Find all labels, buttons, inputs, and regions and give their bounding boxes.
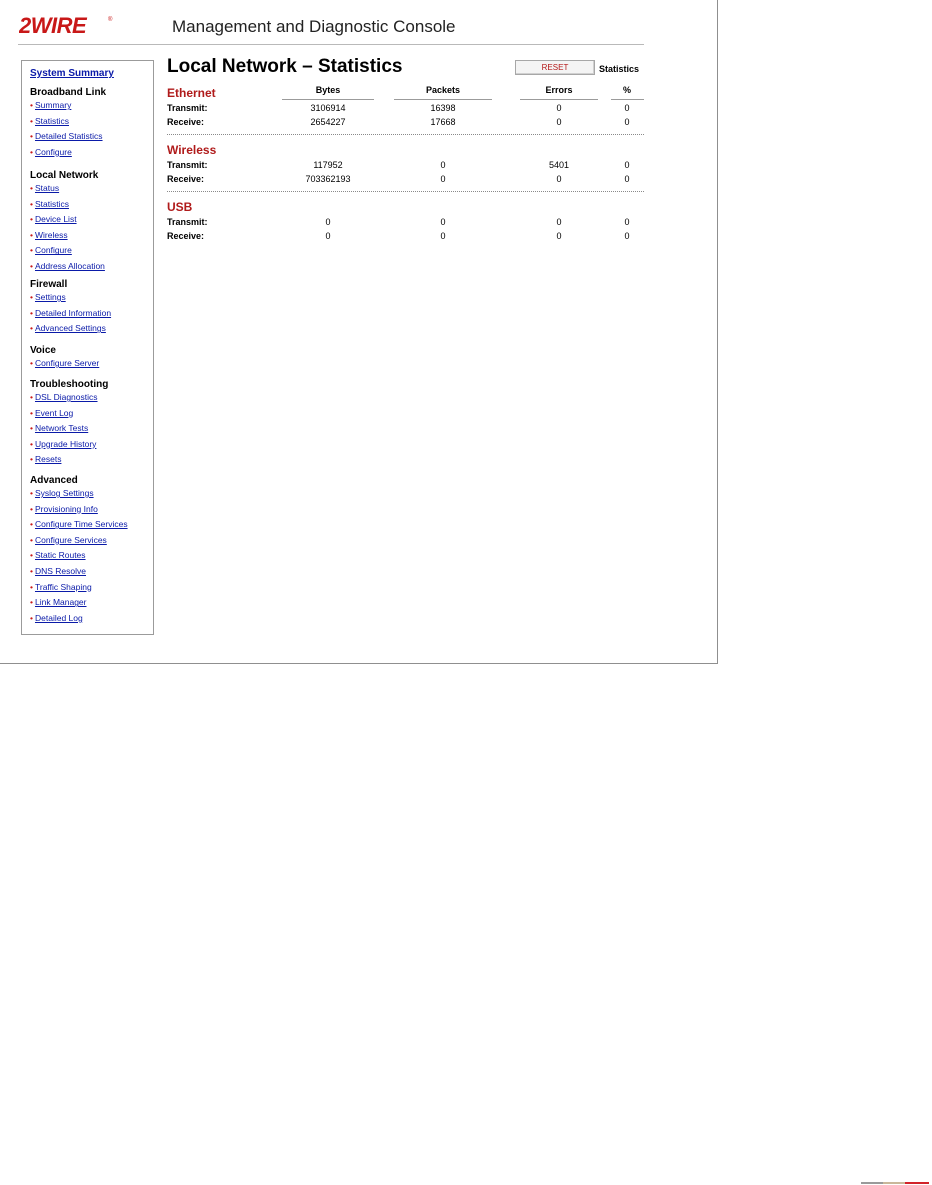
sidebar-item-label[interactable]: Settings: [34, 292, 66, 302]
sidebar-section-broadband-link: Broadband Link: [30, 87, 107, 98]
sidebar-item-broadband-link-statistics[interactable]: [30, 116, 69, 126]
sidebar-item-local-network-device-list[interactable]: [30, 214, 77, 224]
sidebar-item-label[interactable]: Static Routes: [34, 550, 86, 561]
stat-value: 0: [325, 217, 331, 227]
sidebar-item-firewall-detailed-information[interactable]: [30, 308, 111, 318]
bullet-icon: •: [30, 198, 33, 209]
stat-value: 0: [556, 117, 562, 127]
page-title: Local Network – Statistics: [167, 56, 403, 77]
system-summary-link[interactable]: System Summary: [30, 68, 114, 79]
sidebar-item-label[interactable]: Syslog Settings: [34, 488, 94, 498]
row-label-wireless-transmit: Transmit:: [167, 160, 208, 170]
sidebar-item-label[interactable]: DSL Diagnostics: [34, 392, 98, 402]
bullet-icon: •: [30, 423, 33, 434]
row-label-usb-receive: Receive:: [167, 231, 205, 241]
column-header-underline: [611, 99, 644, 100]
bullet-icon: •: [30, 292, 33, 302]
section-divider: [167, 134, 644, 135]
sidebar-section-troubleshooting: Troubleshooting: [30, 379, 109, 390]
bullet-icon: •: [30, 612, 33, 623]
bullet-icon: •: [30, 100, 33, 110]
reset-statistics-label: Statistics: [599, 64, 640, 74]
sidebar-item-label[interactable]: Address Allocation: [34, 261, 105, 271]
bullet-icon: •: [30, 407, 33, 418]
footer-mark-gray: [861, 1182, 883, 1184]
stat-value: 0: [325, 231, 331, 241]
sidebar-item-label[interactable]: Advanced Settings: [34, 323, 106, 334]
stat-value: 0: [624, 117, 630, 127]
stat-value: 0: [440, 217, 446, 227]
sidebar-item-advanced-provisioning-info[interactable]: [30, 504, 98, 514]
bullet-icon: •: [30, 131, 33, 142]
stat-value: 0: [440, 231, 446, 241]
sidebar-item-label[interactable]: Wireless: [34, 229, 68, 240]
sidebar-section-local-network: Local Network: [30, 170, 99, 181]
sidebar-item-advanced-link-manager[interactable]: [30, 597, 87, 607]
sidebar-item-label[interactable]: Provisioning Info: [34, 503, 98, 514]
bullet-icon: •: [30, 392, 33, 402]
stat-value: 0: [556, 231, 562, 241]
bullet-icon: •: [30, 183, 33, 193]
sidebar-item-label[interactable]: Statistics: [34, 115, 69, 126]
sidebar-item-label[interactable]: DNS Resolve: [34, 566, 87, 576]
bullet-icon: •: [30, 581, 33, 592]
stat-value: 0: [440, 174, 446, 184]
section-title-wireless: Wireless: [167, 143, 217, 157]
column-header-percent: %: [622, 85, 631, 95]
sidebar-item-label[interactable]: Status: [34, 183, 60, 193]
bullet-icon: •: [30, 550, 33, 561]
stat-value: 0: [624, 174, 630, 184]
bullet-icon: •: [30, 597, 33, 608]
sidebar-section-advanced: Advanced: [30, 475, 78, 486]
sidebar-item-advanced-configure-services[interactable]: [30, 535, 107, 545]
row-label-ethernet-receive: Receive:: [167, 117, 205, 127]
sidebar-item-broadband-link-summary[interactable]: [30, 100, 71, 110]
header-divider: [18, 44, 644, 45]
sidebar-item-advanced-static-routes[interactable]: [30, 550, 86, 560]
sidebar-item-label[interactable]: Detailed Log: [34, 612, 83, 623]
section-title-usb: USB: [167, 200, 193, 214]
bullet-icon: •: [30, 307, 33, 318]
stat-value: 5401: [548, 160, 570, 170]
bullet-icon: •: [30, 115, 33, 126]
section-divider: [167, 191, 644, 192]
sidebar-item-label[interactable]: Configure Services: [34, 534, 107, 545]
sidebar-item-voice-configure-server[interactable]: [30, 358, 99, 368]
bullet-icon: •: [30, 566, 33, 576]
sidebar-item-troubleshooting-event-log[interactable]: [30, 408, 73, 418]
bullet-icon: •: [30, 503, 33, 514]
stat-value: 0: [556, 217, 562, 227]
stat-value: 2654227: [310, 117, 346, 127]
sidebar-item-label[interactable]: Network Tests: [34, 423, 89, 434]
column-header-packets: Packets: [425, 85, 461, 95]
sidebar-item-troubleshooting-upgrade-history[interactable]: [30, 439, 96, 449]
sidebar-item-local-network-wireless[interactable]: [30, 230, 68, 240]
bullet-icon: •: [30, 229, 33, 240]
bullet-icon: •: [30, 534, 33, 545]
svg-text:2WIRE: 2WIRE: [19, 14, 87, 36]
sidebar-item-broadband-link-configure[interactable]: [30, 147, 72, 157]
2wire-logo: [19, 14, 115, 36]
sidebar-item-advanced-configure-time-services[interactable]: [30, 519, 128, 529]
sidebar-item-label[interactable]: Configure: [34, 245, 72, 256]
sidebar-item-troubleshooting-dsl-diagnostics[interactable]: [30, 392, 98, 402]
stat-value: 0: [624, 231, 630, 241]
sidebar-item-label[interactable]: Traffic Shaping: [34, 581, 92, 592]
svg-text:®: ®: [108, 17, 113, 23]
sidebar-item-firewall-advanced-settings[interactable]: [30, 323, 106, 333]
row-label-wireless-receive: Receive:: [167, 174, 205, 184]
row-label-ethernet-transmit: Transmit:: [167, 103, 208, 113]
bullet-icon: •: [30, 146, 33, 157]
bullet-icon: •: [30, 323, 33, 334]
column-header-underline: [520, 99, 598, 100]
bullet-icon: •: [30, 245, 33, 256]
bullet-icon: •: [30, 519, 33, 530]
sidebar-item-label[interactable]: Link Manager: [34, 597, 87, 608]
sidebar-item-label[interactable]: Detailed Information: [34, 307, 112, 318]
bullet-icon: •: [30, 261, 33, 271]
sidebar-item-local-network-configure[interactable]: [30, 245, 72, 255]
sidebar-item-label[interactable]: Summary: [34, 100, 72, 110]
stat-value: 0: [624, 103, 630, 113]
stat-value: 0: [556, 103, 562, 113]
sidebar-item-label[interactable]: Statistics: [34, 198, 69, 209]
sidebar-nav: [21, 60, 154, 635]
column-header-bytes: Bytes: [315, 85, 341, 95]
section-title-ethernet: Ethernet: [167, 86, 216, 100]
footer-mark-red: [905, 1182, 929, 1184]
column-header-underline: [394, 99, 492, 100]
sidebar-item-label[interactable]: Device List: [34, 214, 77, 225]
sidebar-item-local-network-statistics[interactable]: [30, 199, 69, 209]
stat-value: 703362193: [305, 174, 351, 184]
bullet-icon: •: [30, 488, 33, 498]
stat-value: 3106914: [310, 103, 346, 113]
sidebar-item-local-network-status[interactable]: [30, 183, 59, 193]
stat-value: 0: [624, 217, 630, 227]
bullet-icon: •: [30, 358, 33, 368]
reset-button[interactable]: RESET: [515, 60, 595, 75]
sidebar-item-broadband-link-detailed-statistics[interactable]: [30, 131, 103, 141]
column-header-underline: [282, 99, 374, 100]
sidebar-section-voice: Voice: [30, 345, 56, 356]
sidebar-item-label[interactable]: Configure Time Services: [34, 519, 128, 530]
console-title: Management and Diagnostic Console: [172, 17, 456, 36]
sidebar-item-label[interactable]: Configure Server: [34, 358, 100, 368]
row-label-usb-transmit: Transmit:: [167, 217, 208, 227]
sidebar-item-troubleshooting-network-tests[interactable]: [30, 423, 88, 433]
sidebar-item-troubleshooting-resets[interactable]: [30, 454, 61, 464]
sidebar-item-label[interactable]: Detailed Statistics: [34, 131, 103, 142]
stat-value: 0: [440, 160, 446, 170]
sidebar-item-label[interactable]: Configure: [34, 146, 72, 157]
bullet-icon: •: [30, 438, 33, 449]
sidebar-item-firewall-settings[interactable]: [30, 292, 66, 302]
sidebar-item-label[interactable]: Upgrade History: [34, 438, 97, 449]
bullet-icon: •: [30, 454, 33, 465]
footer-mark-tan: [883, 1182, 905, 1184]
sidebar-item-advanced-traffic-shaping[interactable]: [30, 582, 92, 592]
sidebar-item-label[interactable]: Resets: [34, 454, 62, 465]
sidebar-section-firewall: Firewall: [30, 279, 68, 290]
sidebar-item-advanced-dns-resolve[interactable]: [30, 566, 86, 576]
stat-value: 0: [624, 160, 630, 170]
bullet-icon: •: [30, 214, 33, 225]
stat-value: 117952: [313, 160, 343, 170]
column-header-errors: Errors: [545, 85, 573, 95]
sidebar-item-advanced-syslog-settings[interactable]: [30, 488, 94, 498]
stat-value: 0: [556, 174, 562, 184]
sidebar-item-local-network-address-allocation[interactable]: [30, 261, 105, 271]
stat-value: 17668: [430, 117, 456, 127]
sidebar-item-advanced-detailed-log[interactable]: [30, 613, 83, 623]
stat-value: 16398: [430, 103, 456, 113]
sidebar-item-label[interactable]: Event Log: [34, 407, 74, 418]
